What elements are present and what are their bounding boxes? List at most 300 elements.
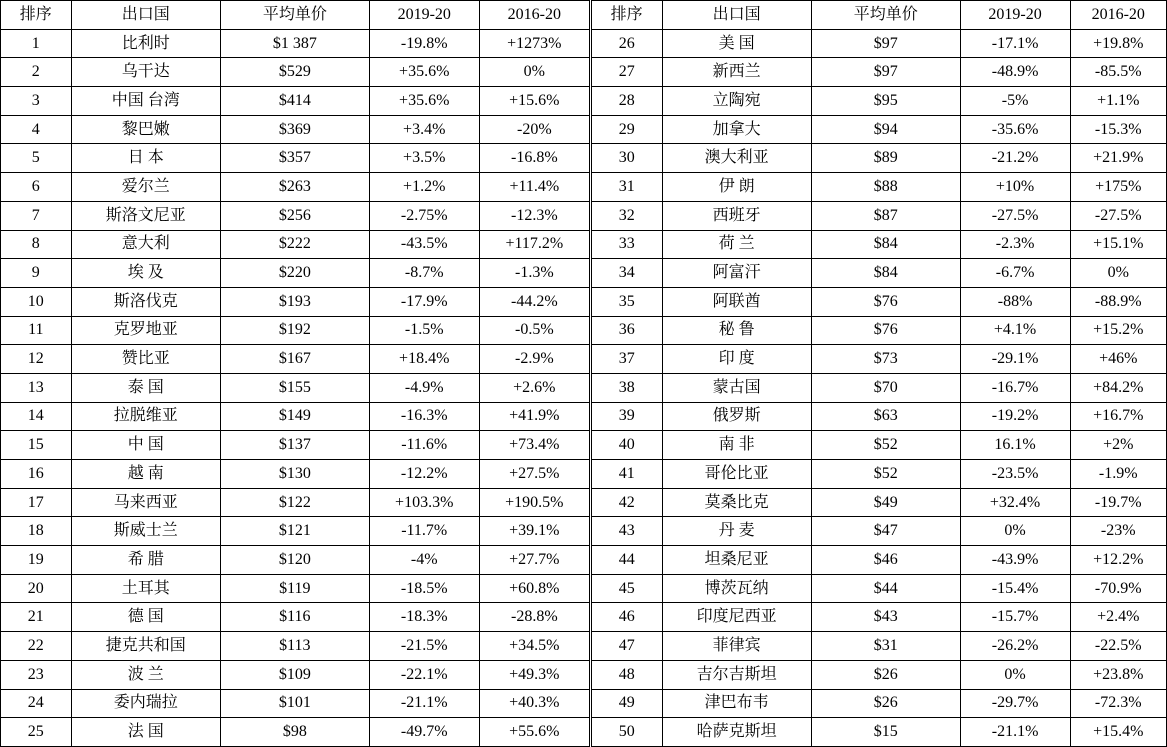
cell-change-2019-20: -11.6%	[369, 431, 479, 460]
cell-rank: 20	[1, 574, 72, 603]
cell-rank: 49	[591, 689, 662, 718]
table-row	[591, 144, 1166, 173]
cell-change-2016-20: +23.8%	[1070, 660, 1166, 689]
cell-country: 乌干达	[71, 58, 220, 87]
table-row	[1, 58, 590, 87]
cell-rank: 10	[1, 287, 72, 316]
table-header-left	[1, 1, 590, 30]
table-row	[1, 689, 590, 718]
header-rank: 排序	[591, 1, 662, 30]
table-row	[591, 115, 1166, 144]
cell-avg-price: $97	[811, 29, 960, 58]
cell-country: 黎巴嫩	[71, 115, 220, 144]
cell-avg-price: $263	[220, 173, 369, 202]
cell-change-2016-20: +12.2%	[1070, 546, 1166, 575]
table-row	[591, 58, 1166, 87]
table-row	[591, 287, 1166, 316]
cell-avg-price: $120	[220, 546, 369, 575]
cell-change-2016-20: -15.3%	[1070, 115, 1166, 144]
cell-avg-price: $63	[811, 402, 960, 431]
table-body-right	[591, 29, 1166, 746]
cell-country: 德 国	[71, 603, 220, 632]
cell-rank: 16	[1, 460, 72, 489]
table-row	[1, 603, 590, 632]
cell-change-2019-20: -16.3%	[369, 402, 479, 431]
cell-change-2019-20: -35.6%	[960, 115, 1070, 144]
cell-change-2016-20: -44.2%	[479, 287, 589, 316]
cell-rank: 15	[1, 431, 72, 460]
cell-change-2019-20: -1.5%	[369, 316, 479, 345]
cell-rank: 8	[1, 230, 72, 259]
table-row	[1, 230, 590, 259]
cell-rank: 13	[1, 373, 72, 402]
cell-country: 坦桑尼亚	[662, 546, 811, 575]
cell-rank: 6	[1, 173, 72, 202]
table-row	[591, 460, 1166, 489]
cell-country: 斯洛文尼亚	[71, 201, 220, 230]
cell-avg-price: $44	[811, 574, 960, 603]
table-row	[1, 201, 590, 230]
cell-rank: 25	[1, 718, 72, 747]
header-country: 出口国	[662, 1, 811, 30]
cell-country: 菲律宾	[662, 632, 811, 661]
cell-change-2016-20: 0%	[1070, 259, 1166, 288]
cell-country: 阿联酋	[662, 287, 811, 316]
header-change-2016-20: 2016-20	[479, 1, 589, 30]
cell-rank: 14	[1, 402, 72, 431]
cell-country: 拉脱维亚	[71, 402, 220, 431]
table-row	[591, 517, 1166, 546]
cell-avg-price: $167	[220, 345, 369, 374]
header-row	[591, 1, 1166, 30]
cell-change-2016-20: -1.3%	[479, 259, 589, 288]
cell-rank: 4	[1, 115, 72, 144]
cell-rank: 39	[591, 402, 662, 431]
cell-rank: 18	[1, 517, 72, 546]
table-row	[1, 259, 590, 288]
cell-rank: 17	[1, 488, 72, 517]
cell-change-2019-20: -48.9%	[960, 58, 1070, 87]
cell-change-2019-20: 0%	[960, 660, 1070, 689]
cell-change-2019-20: -88%	[960, 287, 1070, 316]
cell-rank: 24	[1, 689, 72, 718]
table-row	[1, 431, 590, 460]
cell-avg-price: $357	[220, 144, 369, 173]
cell-avg-price: $101	[220, 689, 369, 718]
cell-country: 斯威士兰	[71, 517, 220, 546]
cell-avg-price: $529	[220, 58, 369, 87]
cell-rank: 26	[591, 29, 662, 58]
cell-country: 爱尔兰	[71, 173, 220, 202]
table-row	[591, 488, 1166, 517]
cell-avg-price: $97	[811, 58, 960, 87]
table-row	[1, 546, 590, 575]
cell-change-2016-20: +16.7%	[1070, 402, 1166, 431]
cell-avg-price: $76	[811, 316, 960, 345]
cell-change-2019-20: -18.5%	[369, 574, 479, 603]
cell-change-2019-20: +35.6%	[369, 87, 479, 116]
cell-country: 伊 朗	[662, 173, 811, 202]
cell-avg-price: $220	[220, 259, 369, 288]
table-row	[1, 115, 590, 144]
cell-country: 印 度	[662, 345, 811, 374]
cell-rank: 12	[1, 345, 72, 374]
cell-change-2016-20: +49.3%	[479, 660, 589, 689]
cell-country: 澳大利亚	[662, 144, 811, 173]
cell-avg-price: $84	[811, 230, 960, 259]
cell-change-2019-20: +3.4%	[369, 115, 479, 144]
cell-country: 秘 鲁	[662, 316, 811, 345]
cell-change-2016-20: -1.9%	[1070, 460, 1166, 489]
cell-change-2019-20: -43.5%	[369, 230, 479, 259]
table-body-left	[1, 29, 590, 746]
cell-change-2016-20: -22.5%	[1070, 632, 1166, 661]
cell-avg-price: $122	[220, 488, 369, 517]
cell-change-2019-20: -29.7%	[960, 689, 1070, 718]
cell-change-2016-20: +190.5%	[479, 488, 589, 517]
table-row	[1, 660, 590, 689]
cell-rank: 21	[1, 603, 72, 632]
table-row	[591, 546, 1166, 575]
cell-change-2019-20: -12.2%	[369, 460, 479, 489]
cell-country: 南 非	[662, 431, 811, 460]
cell-change-2016-20: +117.2%	[479, 230, 589, 259]
cell-change-2019-20: -4%	[369, 546, 479, 575]
cell-avg-price: $70	[811, 373, 960, 402]
cell-change-2016-20: +46%	[1070, 345, 1166, 374]
cell-avg-price: $119	[220, 574, 369, 603]
cell-change-2016-20: +60.8%	[479, 574, 589, 603]
cell-country: 立陶宛	[662, 87, 811, 116]
cell-avg-price: $47	[811, 517, 960, 546]
cell-country: 中国 台湾	[71, 87, 220, 116]
cell-change-2016-20: +41.9%	[479, 402, 589, 431]
cell-change-2019-20: +103.3%	[369, 488, 479, 517]
ranking-table-right	[591, 0, 1167, 747]
cell-change-2016-20: +2%	[1070, 431, 1166, 460]
table-row	[591, 632, 1166, 661]
cell-rank: 50	[591, 718, 662, 747]
cell-country: 日 本	[71, 144, 220, 173]
cell-change-2016-20: +34.5%	[479, 632, 589, 661]
cell-change-2016-20: +1273%	[479, 29, 589, 58]
cell-change-2019-20: +18.4%	[369, 345, 479, 374]
header-avg-price: 平均单价	[220, 1, 369, 30]
cell-avg-price: $109	[220, 660, 369, 689]
table-row	[591, 201, 1166, 230]
cell-country: 克罗地亚	[71, 316, 220, 345]
cell-country: 斯洛伐克	[71, 287, 220, 316]
cell-change-2016-20: +15.6%	[479, 87, 589, 116]
cell-change-2019-20: -19.2%	[960, 402, 1070, 431]
cell-change-2019-20: -16.7%	[960, 373, 1070, 402]
table-row	[1, 345, 590, 374]
header-rank: 排序	[1, 1, 72, 30]
table-row	[591, 29, 1166, 58]
cell-change-2016-20: +2.6%	[479, 373, 589, 402]
table-row	[591, 373, 1166, 402]
header-change-2016-20: 2016-20	[1070, 1, 1166, 30]
cell-country: 法 国	[71, 718, 220, 747]
cell-country: 津巴布韦	[662, 689, 811, 718]
cell-change-2019-20: -21.5%	[369, 632, 479, 661]
cell-rank: 3	[1, 87, 72, 116]
cell-change-2019-20: +3.5%	[369, 144, 479, 173]
header-row	[1, 1, 590, 30]
cell-change-2016-20: -16.8%	[479, 144, 589, 173]
cell-avg-price: $137	[220, 431, 369, 460]
cell-avg-price: $192	[220, 316, 369, 345]
cell-avg-price: $222	[220, 230, 369, 259]
table-row	[1, 460, 590, 489]
cell-change-2016-20: -0.5%	[479, 316, 589, 345]
cell-country: 莫桑比克	[662, 488, 811, 517]
cell-rank: 23	[1, 660, 72, 689]
cell-rank: 7	[1, 201, 72, 230]
table-row	[1, 87, 590, 116]
table-row	[591, 603, 1166, 632]
header-country: 出口国	[71, 1, 220, 30]
cell-change-2019-20: -19.8%	[369, 29, 479, 58]
cell-rank: 22	[1, 632, 72, 661]
cell-country: 土耳其	[71, 574, 220, 603]
cell-country: 泰 国	[71, 373, 220, 402]
cell-rank: 43	[591, 517, 662, 546]
cell-rank: 41	[591, 460, 662, 489]
cell-country: 哈萨克斯坦	[662, 718, 811, 747]
cell-change-2019-20: +32.4%	[960, 488, 1070, 517]
table-row	[591, 402, 1166, 431]
cell-change-2016-20: -19.7%	[1070, 488, 1166, 517]
cell-country: 丹 麦	[662, 517, 811, 546]
cell-rank: 33	[591, 230, 662, 259]
cell-country: 赞比亚	[71, 345, 220, 374]
cell-country: 中 国	[71, 431, 220, 460]
cell-change-2019-20: 0%	[960, 517, 1070, 546]
cell-country: 俄罗斯	[662, 402, 811, 431]
cell-change-2019-20: -21.1%	[369, 689, 479, 718]
cell-change-2019-20: -43.9%	[960, 546, 1070, 575]
cell-change-2019-20: -4.9%	[369, 373, 479, 402]
cell-change-2019-20: -29.1%	[960, 345, 1070, 374]
table-row	[1, 316, 590, 345]
cell-change-2016-20: +19.8%	[1070, 29, 1166, 58]
cell-change-2019-20: -21.1%	[960, 718, 1070, 747]
table-row	[591, 87, 1166, 116]
cell-country: 新西兰	[662, 58, 811, 87]
cell-rank: 45	[591, 574, 662, 603]
cell-country: 美 国	[662, 29, 811, 58]
table-row	[1, 287, 590, 316]
table-row	[1, 402, 590, 431]
cell-avg-price: $84	[811, 259, 960, 288]
cell-change-2019-20: 16.1%	[960, 431, 1070, 460]
cell-rank: 47	[591, 632, 662, 661]
cell-change-2019-20: -5%	[960, 87, 1070, 116]
table-row	[591, 173, 1166, 202]
cell-rank: 35	[591, 287, 662, 316]
cell-avg-price: $95	[811, 87, 960, 116]
cell-change-2016-20: +21.9%	[1070, 144, 1166, 173]
cell-change-2016-20: +40.3%	[479, 689, 589, 718]
cell-rank: 2	[1, 58, 72, 87]
table-row	[591, 574, 1166, 603]
table-row	[1, 173, 590, 202]
cell-change-2016-20: +2.4%	[1070, 603, 1166, 632]
cell-change-2016-20: +15.1%	[1070, 230, 1166, 259]
cell-avg-price: $15	[811, 718, 960, 747]
cell-change-2016-20: +15.4%	[1070, 718, 1166, 747]
cell-change-2019-20: -8.7%	[369, 259, 479, 288]
header-change-2019-20: 2019-20	[369, 1, 479, 30]
cell-change-2016-20: +55.6%	[479, 718, 589, 747]
cell-change-2019-20: -18.3%	[369, 603, 479, 632]
cell-avg-price: $149	[220, 402, 369, 431]
header-change-2019-20: 2019-20	[960, 1, 1070, 30]
cell-country: 比利时	[71, 29, 220, 58]
table-row	[1, 144, 590, 173]
cell-country: 埃 及	[71, 259, 220, 288]
cell-avg-price: $113	[220, 632, 369, 661]
cell-change-2016-20: +1.1%	[1070, 87, 1166, 116]
cell-avg-price: $26	[811, 660, 960, 689]
cell-avg-price: $49	[811, 488, 960, 517]
cell-avg-price: $193	[220, 287, 369, 316]
cell-avg-price: $369	[220, 115, 369, 144]
cell-change-2016-20: +39.1%	[479, 517, 589, 546]
header-avg-price: 平均单价	[811, 1, 960, 30]
cell-rank: 40	[591, 431, 662, 460]
cell-country: 哥伦比亚	[662, 460, 811, 489]
cell-avg-price: $31	[811, 632, 960, 661]
table-row	[1, 373, 590, 402]
cell-rank: 42	[591, 488, 662, 517]
cell-rank: 27	[591, 58, 662, 87]
cell-avg-price: $116	[220, 603, 369, 632]
table-row	[1, 488, 590, 517]
cell-change-2016-20: -28.8%	[479, 603, 589, 632]
cell-change-2019-20: +1.2%	[369, 173, 479, 202]
cell-country: 荷 兰	[662, 230, 811, 259]
cell-country: 波 兰	[71, 660, 220, 689]
cell-avg-price: $98	[220, 718, 369, 747]
cell-avg-price: $256	[220, 201, 369, 230]
cell-change-2016-20: -12.3%	[479, 201, 589, 230]
cell-rank: 31	[591, 173, 662, 202]
cell-avg-price: $52	[811, 460, 960, 489]
cell-rank: 28	[591, 87, 662, 116]
cell-avg-price: $43	[811, 603, 960, 632]
cell-change-2016-20: -85.5%	[1070, 58, 1166, 87]
cell-change-2016-20: +27.7%	[479, 546, 589, 575]
cell-country: 博茨瓦纳	[662, 574, 811, 603]
cell-rank: 11	[1, 316, 72, 345]
cell-change-2016-20: -2.9%	[479, 345, 589, 374]
cell-rank: 46	[591, 603, 662, 632]
table-row	[591, 259, 1166, 288]
cell-country: 希 腊	[71, 546, 220, 575]
table-row	[591, 431, 1166, 460]
cell-change-2019-20: -17.1%	[960, 29, 1070, 58]
cell-avg-price: $88	[811, 173, 960, 202]
cell-rank: 5	[1, 144, 72, 173]
cell-change-2016-20: -23%	[1070, 517, 1166, 546]
cell-change-2016-20: -27.5%	[1070, 201, 1166, 230]
table-header-right	[591, 1, 1166, 30]
cell-avg-price: $155	[220, 373, 369, 402]
cell-country: 委内瑞拉	[71, 689, 220, 718]
cell-country: 意大利	[71, 230, 220, 259]
cell-change-2016-20: +175%	[1070, 173, 1166, 202]
cell-change-2016-20: +15.2%	[1070, 316, 1166, 345]
cell-change-2019-20: -17.9%	[369, 287, 479, 316]
cell-rank: 44	[591, 546, 662, 575]
cell-change-2016-20: +84.2%	[1070, 373, 1166, 402]
cell-country: 越 南	[71, 460, 220, 489]
cell-avg-price: $76	[811, 287, 960, 316]
cell-change-2019-20: -21.2%	[960, 144, 1070, 173]
table-row	[591, 689, 1166, 718]
cell-change-2019-20: -2.75%	[369, 201, 479, 230]
cell-avg-price: $73	[811, 345, 960, 374]
cell-change-2019-20: +35.6%	[369, 58, 479, 87]
cell-rank: 1	[1, 29, 72, 58]
cell-change-2019-20: -23.5%	[960, 460, 1070, 489]
cell-country: 加拿大	[662, 115, 811, 144]
cell-change-2016-20: -70.9%	[1070, 574, 1166, 603]
cell-change-2019-20: -15.7%	[960, 603, 1070, 632]
cell-change-2016-20: +27.5%	[479, 460, 589, 489]
cell-change-2019-20: +10%	[960, 173, 1070, 202]
cell-rank: 38	[591, 373, 662, 402]
cell-country: 捷克共和国	[71, 632, 220, 661]
cell-avg-price: $46	[811, 546, 960, 575]
cell-change-2016-20: -88.9%	[1070, 287, 1166, 316]
cell-change-2019-20: -49.7%	[369, 718, 479, 747]
cell-change-2019-20: -6.7%	[960, 259, 1070, 288]
cell-avg-price: $130	[220, 460, 369, 489]
cell-change-2016-20: 0%	[479, 58, 589, 87]
cell-change-2019-20: -15.4%	[960, 574, 1070, 603]
cell-rank: 48	[591, 660, 662, 689]
cell-change-2016-20: +11.4%	[479, 173, 589, 202]
cell-avg-price: $89	[811, 144, 960, 173]
table-row	[591, 316, 1166, 345]
cell-avg-price: $1 387	[220, 29, 369, 58]
cell-rank: 29	[591, 115, 662, 144]
cell-avg-price: $414	[220, 87, 369, 116]
table-row	[1, 574, 590, 603]
cell-avg-price: $121	[220, 517, 369, 546]
cell-rank: 36	[591, 316, 662, 345]
table-row	[1, 632, 590, 661]
cell-country: 印度尼西亚	[662, 603, 811, 632]
cell-rank: 34	[591, 259, 662, 288]
cell-country: 西班牙	[662, 201, 811, 230]
cell-rank: 32	[591, 201, 662, 230]
cell-rank: 37	[591, 345, 662, 374]
cell-avg-price: $52	[811, 431, 960, 460]
cell-country: 阿富汗	[662, 259, 811, 288]
cell-avg-price: $87	[811, 201, 960, 230]
table-row	[591, 230, 1166, 259]
cell-avg-price: $94	[811, 115, 960, 144]
cell-country: 吉尔吉斯坦	[662, 660, 811, 689]
cell-country: 蒙古国	[662, 373, 811, 402]
cell-change-2019-20: +4.1%	[960, 316, 1070, 345]
cell-change-2019-20: -2.3%	[960, 230, 1070, 259]
cell-change-2019-20: -22.1%	[369, 660, 479, 689]
